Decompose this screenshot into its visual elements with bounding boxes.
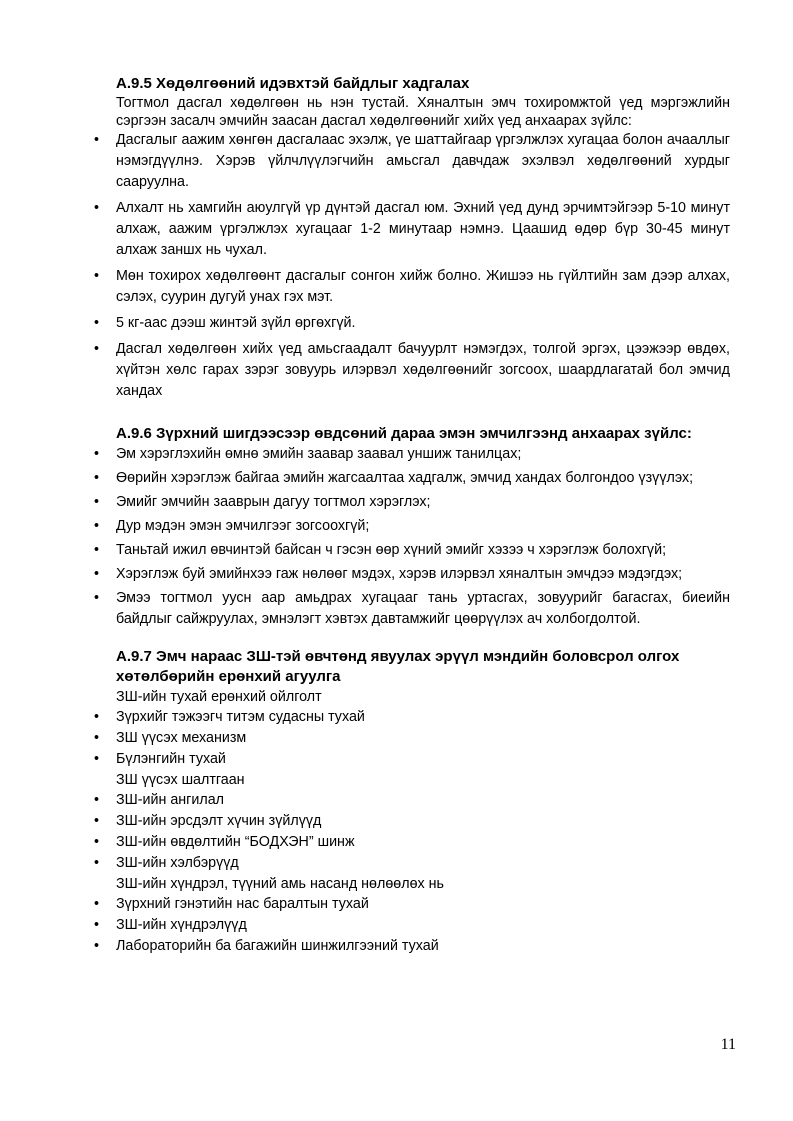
list-item: • Эм хэрэглэхийн өмнө эмийн заавар заавал уншиж танилцах; [116,444,730,465]
section-a97 [94,647,730,957]
list-item: • Хэрэглэж буй эмийнхээ гаж нөлөөг мэдэх, хэрэв илэрвэл хяналтын эмчдээ мэдэгдэх; [116,564,730,585]
list-item: • 5 кг-аас дээш жинтэй зүйл өргөхгүй. [116,313,730,334]
section-a95-heading: А.9.5 Хөдөлгөөний идэвхтэй байдлыг хадгалах [116,75,470,92]
bullet-icon: • [94,855,100,871]
section-a95-intro: Тогтмол дасгал хөдөлгөөн нь нэн тустай. Хяналтын эмч тохиромжтой үед мэргэжлийн сэргээн засалч эмчийн заасан дасгал хөдөлгөөнийг хийх үед анхаарах зүйлс: [116,95,730,129]
list-item: • ЗШ үүсэх механизм [116,728,730,749]
list-item: • ЗШ-ийн хүндрэлүүд [116,915,730,936]
list-item: • Мөн тохирох хөдөлгөөнт дасгалыг сонгон хийж болно. Жишээ нь гүйлтийн зам дээр алхах, сэлэх, суурин дугуй унах гэх мэт. [94,268,730,305]
bullet-icon: • [94,751,100,767]
list-item: • ЗШ-ийн ангилал [116,790,730,811]
section-a97-group-label: ЗШ-ийн тухай ерөнхий ойлголт [116,689,322,705]
section-a97-group-label: ЗШ-ийн хүндрэл, түүний амь насанд нөлөөлөх нь [116,876,444,892]
bullet-icon: • [94,446,100,462]
list-item: • ЗШ-ийн өвдөлтийн “БОДХЭН” шинж [116,832,730,853]
list-item: • Эмээ тогтмол уусн аар амьдрах хугацааг тань уртасгах, зовуурийг багасгах, биеийн байдлыг сайжруулах, эмнэлэгт хэвтэх давтамжийг цөөрүүлэх ач холбогдолтой. [94,590,730,627]
section-a97-group-list [94,790,730,874]
list-item: • Таньтай ижил өвчинтэй байсан ч гэсэн өөр хүний эмийг хэзээ ч хэрэглэж болохгүй; [116,540,730,561]
bullet-icon: • [94,542,100,558]
bullet-icon: • [94,709,100,725]
list-item: • Дасгал хөдөлгөөн хийх үед амьсгаадалт бачуурлт нэмэгдэх, толгой эргэх, цээжээр өвдөх, хүйтэн хөлс гарах зэрэг зовуурь илэрвэл хөдөлгөөнийг зогсоох, шаардлагатай бол эмчид хандах [94,341,730,399]
page-number: 11 [720,1036,736,1053]
bullet-icon: • [94,494,100,510]
list-item: • Дасгалыг аажим хөнгөн дасгалаас эхэлж, үе шаттайгаар үргэлжлэх хугацаа болон ачааллыг нэмэгдүүлнэ. Хэрэв үйлчлүүлэгчийн амьсгал давчдаж эхэлвэл хөдөлгөөний хурдыг сааруулна. [94,132,730,190]
document-page [94,74,730,957]
bullet-icon: • [94,566,100,582]
list-item: • Зүрхний гэнэтийн нас баралтын тухай [116,894,730,915]
bullet-icon: • [94,590,100,606]
list-item: • Бүлэнгийн тухай [116,749,730,770]
section-a97-group-label: ЗШ үүсэх шалтгаан [116,772,245,788]
bullet-icon: • [94,132,100,148]
bullet-icon: • [94,834,100,850]
bullet-icon: • [94,200,100,216]
section-a97-group-list [94,894,730,957]
bullet-icon: • [94,896,100,912]
bullet-icon: • [94,341,100,357]
bullet-icon: • [94,518,100,534]
bullet-icon: • [94,792,100,808]
bullet-icon: • [94,917,100,933]
section-a95-list [94,130,730,402]
bullet-icon: • [94,268,100,284]
bullet-icon: • [94,730,100,746]
section-a96-heading: А.9.6 Зүрхний шигдээсээр өвдсөний дараа эмэн эмчилгээнд анхаарах зүйлс: [116,425,692,442]
list-item: • ЗШ-ийн хэлбэрүүд [116,853,730,874]
bullet-icon: • [94,315,100,331]
section-a97-group-list [94,707,730,770]
section-a96-list [94,444,730,630]
section-a97-heading: А.9.7 Эмч нараас ЗШ-тэй өвчтөнд явуулах эрүүл мэндийн боловсрол олгох хөтөлбөрийн ерөнхий агуулга [116,648,680,685]
bullet-icon: • [94,813,100,829]
list-item: • Дур мэдэн эмэн эмчилгээг зогсоохгүй; [116,516,730,537]
list-item: • ЗШ-ийн эрсдэлт хүчин зүйлүүд [116,811,730,832]
list-item: • Өөрийн хэрэглэж байгаа эмийн жагсаалтаа хадгалж, эмчид хандах болгондоо үзүүлэх; [116,468,730,489]
list-item: • Эмийг эмчийн зааврын дагуу тогтмол хэрэглэх; [116,492,730,513]
section-a95 [94,74,730,402]
bullet-icon: • [94,470,100,486]
list-item: • Зүрхийг тэжээгч титэм судасны тухай [116,707,730,728]
list-item: • Алхалт нь хамгийн аюулгүй үр дүнтэй дасгал юм. Эхний үед дунд эрчимтэйгээр 5-10 минут алхаж, аажим үргэлжлэх хугацааг 1-2 минутаар нэмнэ. Цаашид өдөр бүр 30-45 минут алхаж заншх нь чухал. [94,200,730,258]
section-a96 [94,424,730,630]
list-item: • Лабораторийн ба багажийн шинжилгээний тухай [116,936,730,957]
bullet-icon: • [94,938,100,954]
